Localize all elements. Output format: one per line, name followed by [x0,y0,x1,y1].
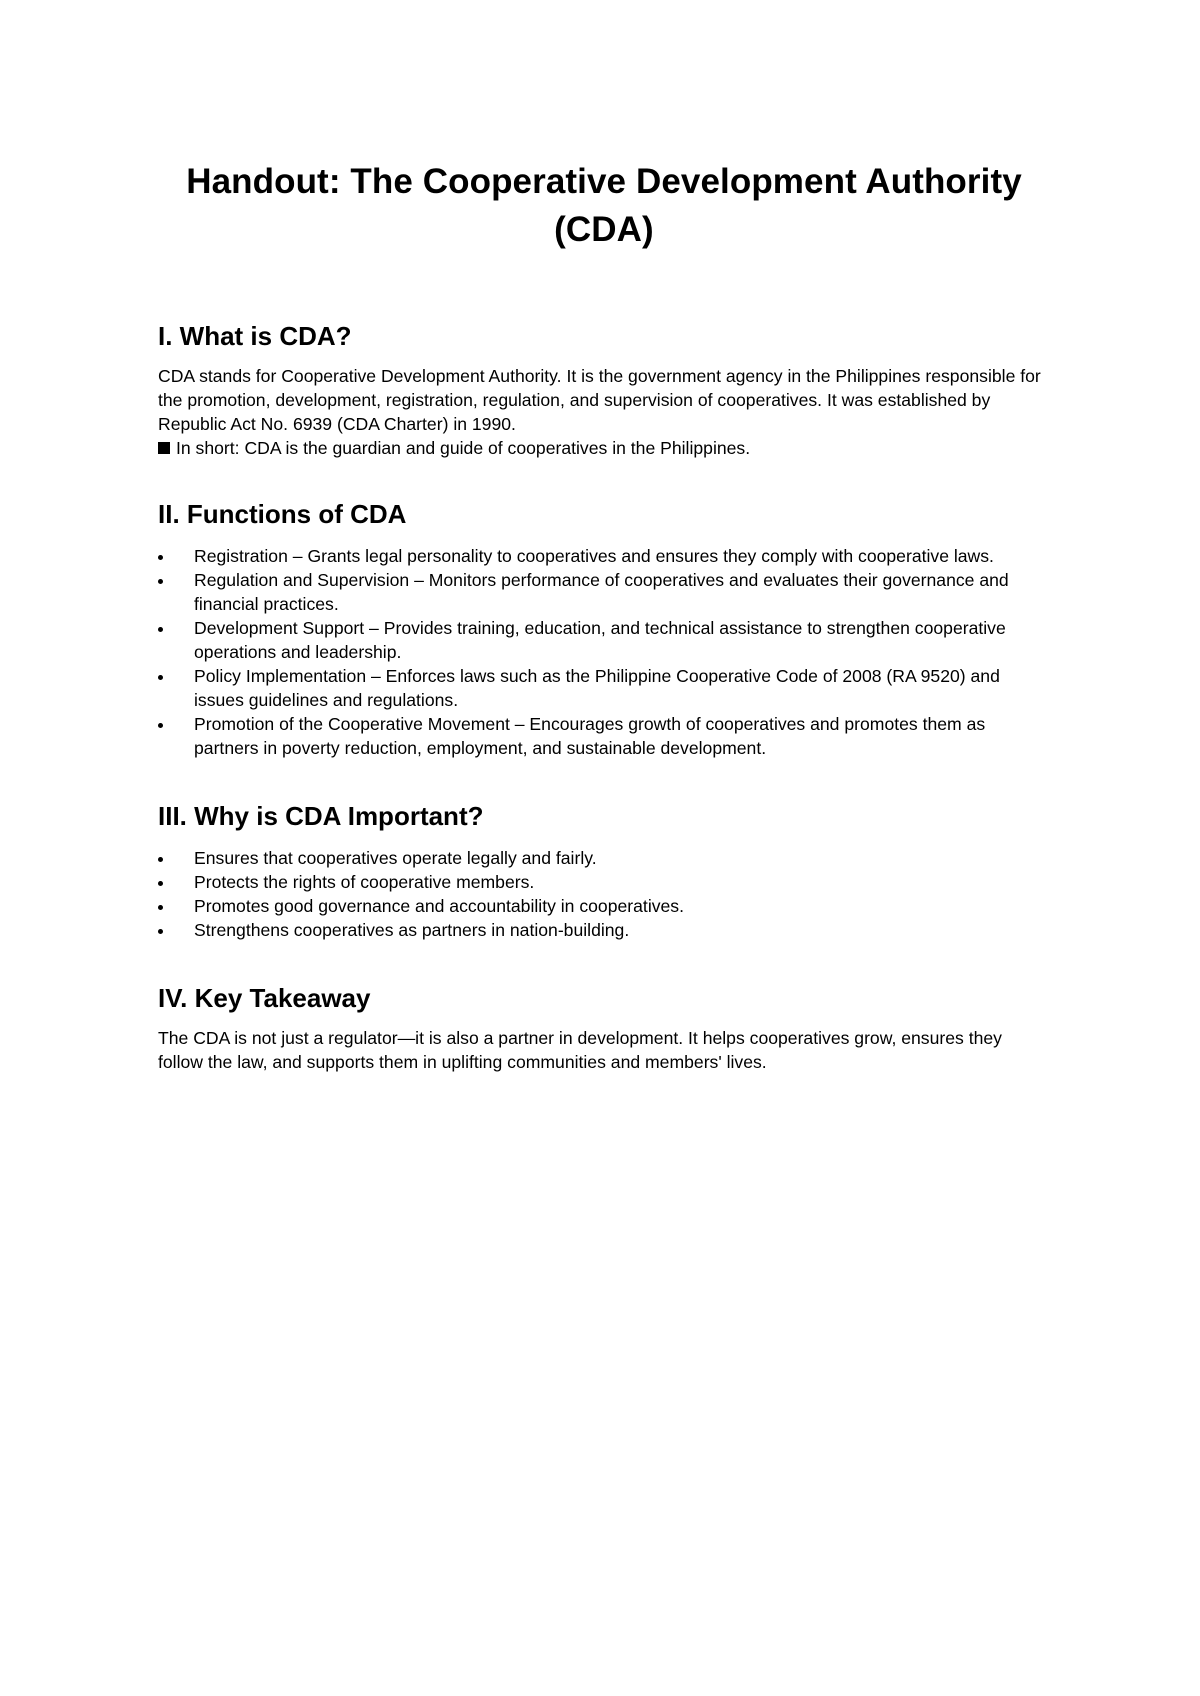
bullet-icon [158,555,163,560]
list-item-text: Ensures that cooperatives operate legally and fairly. [194,848,597,868]
list-item [158,846,1048,870]
bullet-icon [158,675,163,680]
list-item [158,712,1048,760]
square-bullet-icon [158,442,170,454]
key-takeaway-paragraph: The CDA is not just a regulator—it is also a partner in development. It helps cooperatives grow, ensures they follow the law, and supports them in uplifting communities and members' lives. [158,1028,1002,1072]
list-item-text: Promotes good governance and accountability in cooperatives. [194,896,684,916]
section-heading-functions: II. Functions of CDA [158,499,407,529]
list-item [158,918,1048,942]
list-item [158,870,1048,894]
list-item [158,544,1048,568]
section-heading-what-is-cda: I. What is CDA? [158,321,352,351]
list-item-text: Strengthens cooperatives as partners in nation-building. [194,920,630,940]
list-item-text: Promotion of the Cooperative Movement – Encourages growth of cooperatives and promotes them as partners in poverty reduction, employment, and sustainable development. [194,714,986,758]
section-heading-key-takeaway: IV. Key Takeaway [158,983,371,1013]
section-key-takeaway-body [158,1026,1048,1074]
bullet-icon [158,881,163,886]
bullet-icon [158,723,163,728]
bullet-icon [158,627,163,632]
list-item-text: Registration – Grants legal personality to cooperatives and ensures they comply with cooperative laws. [194,546,994,566]
list-item-text: Development Support – Provides training, education, and technical assistance to strengthen cooperative operations and leadership. [194,618,1006,662]
section-what-is-cda-body [158,364,1048,460]
bullet-icon [158,905,163,910]
importance-list [158,846,1048,942]
list-item [158,568,1048,616]
list-item [158,894,1048,918]
functions-list [158,544,1048,760]
list-item-text: Policy Implementation – Enforces laws such as the Philippine Cooperative Code of 2008 (RA 9520) and issues guidelines and regulations. [194,666,1000,710]
section-heading-importance: III. Why is CDA Important? [158,801,484,831]
bullet-icon [158,929,163,934]
list-item-text: Regulation and Supervision – Monitors performance of cooperatives and evaluates their governance and financial practices. [194,570,1009,614]
bullet-icon [158,579,163,584]
list-item [158,616,1048,664]
bullet-icon [158,857,163,862]
list-item [158,664,1048,712]
summary-note [158,436,1048,460]
document-title: Handout: The Cooperative Development Authority (CDA) [186,162,1022,249]
summary-note-text: In short: CDA is the guardian and guide of cooperatives in the Philippines. [176,438,751,458]
what-is-cda-paragraph: CDA stands for Cooperative Development Authority. It is the government agency in the Philippines responsible for the promotion, development, registration, regulation, and supervision of cooperatives. It was established by Republic Act No. 6939 (CDA Charter) in 1990. [158,366,1041,434]
list-item-text: Protects the rights of cooperative members. [194,872,535,892]
